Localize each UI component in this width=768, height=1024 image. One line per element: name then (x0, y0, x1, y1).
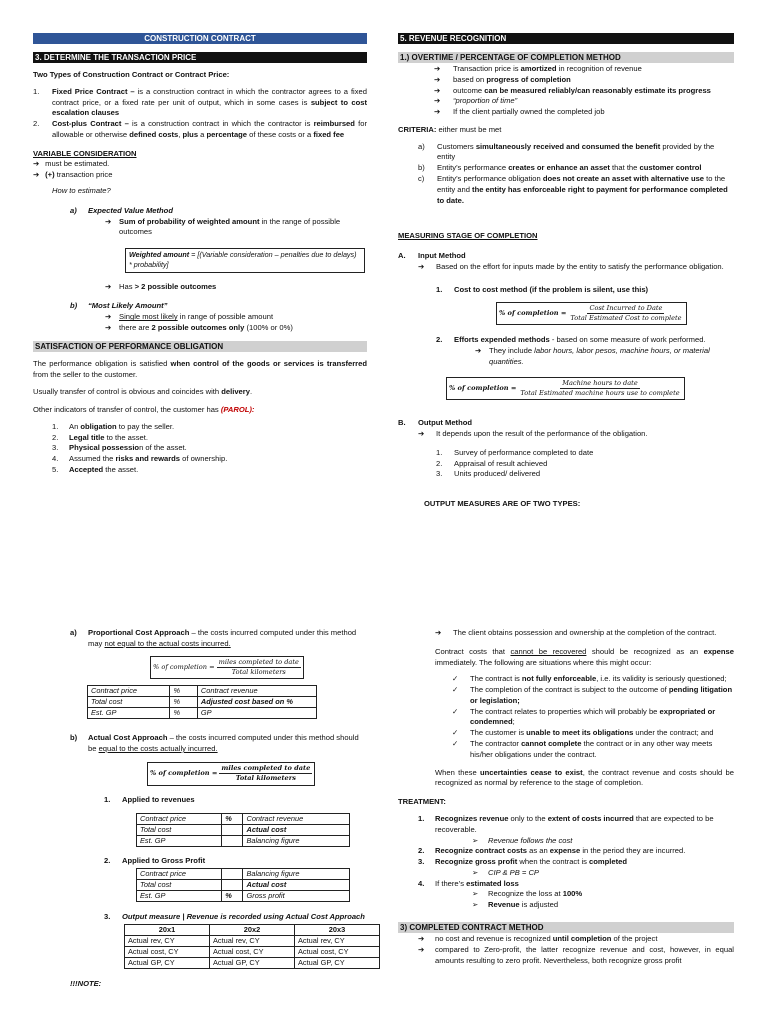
arrowhead-icon: ➢ (472, 835, 479, 845)
list-item: ✓ The customer is unable to meet its obligations under the contract; and (452, 728, 714, 738)
section-3-header: 3. DETERMINE THE TRANSACTION PRICE (33, 52, 367, 63)
document-title: CONSTRUCTION CONTRACT (33, 33, 367, 44)
check-icon: ✓ (452, 728, 459, 738)
formula-actual: % of completion = miles completed to date Total kilometers (147, 762, 367, 786)
overtime-header: 1.) OVERTIME / PERCENTAGE OF COMPLETION METHOD (398, 52, 734, 63)
input-method-heading: A. Input Method (398, 251, 466, 261)
list-item: ➢ Revenue is adjusted (472, 900, 559, 910)
output-list (436, 448, 734, 480)
list-item: ➢ Revenue follows the cost (472, 835, 573, 845)
table-row (137, 825, 350, 836)
table-cell: Contract revenue (197, 686, 316, 697)
weighted-amount-formula: Weighted amount = [(Variable consideration – penalties due to delays) * probability] (125, 248, 365, 272)
table-header-cell: 20x1 (125, 924, 210, 935)
list-item: ➢ Recognize the loss at 100% (472, 889, 583, 899)
list-item: ✓ The completion of the contract is subject to the outcome of pending litigation or legislation; (452, 685, 733, 705)
list-item: ➔ compared to Zero-profit, the latter recognize revenue and cost, however, in equal amounts resulting to zero profit. Nevertheless, both recognize gross profit (418, 944, 734, 965)
list-item: a) Customers simultaneously received and consumed the benefit provided by the entity (418, 141, 715, 162)
criteria-list (398, 142, 734, 207)
list-item: ➔ “proportion of time” (434, 96, 518, 106)
list-item: ➔ It depends upon the result of the performance of the obligation. (418, 429, 648, 439)
arrow-right-icon: ➔ (418, 944, 425, 954)
table-cell (222, 869, 243, 880)
treatment-heading: TREATMENT: (398, 797, 446, 807)
list-item: ➔ based on progress of completion (434, 74, 571, 84)
arrow-right-icon: ➔ (434, 85, 441, 95)
arrow-right-icon: ➔ (105, 281, 112, 291)
table-cell: Contract price (137, 869, 222, 880)
table-cell: Actual GP, CY (125, 957, 210, 968)
list-item: ➔ If the client partially owned the completed job (434, 107, 605, 117)
paragraph: Other indicators of transfer of control, the customer has (PAROL): (33, 405, 255, 415)
paragraph: Usually transfer of control is obvious and coincides with delivery. (33, 387, 253, 397)
table-cell: Adjusted cost based on % (197, 697, 316, 708)
table-row (137, 814, 350, 825)
list-item: 1. Survey of performance completed to date (436, 447, 594, 457)
arrow-right-icon: ➔ (33, 170, 40, 180)
table-cell: % (170, 708, 197, 719)
table-cell: Actual GP, CY (210, 957, 295, 968)
table-cell: Est. GP (137, 891, 222, 902)
list-item: 1. Recognizes revenue only to the extent of costs incurred that are expected to be recoverable. (418, 813, 714, 834)
table-row (137, 836, 350, 847)
list-item: ➢ CIP & PB = CP (472, 867, 539, 877)
arrowhead-icon: ➢ (472, 867, 479, 877)
arrow-right-icon: ➔ (475, 346, 482, 355)
table-cell: Total cost (137, 825, 222, 836)
applied-revenue-table (136, 813, 350, 847)
check-icon: ✓ (452, 685, 459, 695)
table-row (137, 869, 350, 880)
table-row (125, 946, 380, 957)
table-row (137, 880, 350, 891)
list-item: 3. Output measure | Revenue is recorded using Actual Cost Approach (104, 912, 365, 922)
check-icon: ✓ (452, 739, 459, 749)
table-cell: Est. GP (88, 708, 170, 719)
method-heading: a) Expected Value Method (70, 205, 173, 215)
output-method-heading: B. Output Method (398, 418, 472, 428)
table-row (88, 697, 317, 708)
table-header-cell: 20x3 (295, 924, 380, 935)
list-item: b) Entity’s performance creates or enhance an asset that the customer control (418, 163, 702, 173)
formula-proportional: % of completion = miles completed to date Total kilometers (150, 656, 367, 680)
table-cell: Gross profit (243, 891, 350, 902)
table-cell: Total cost (137, 880, 222, 891)
arrow-right-icon: ➔ (418, 261, 425, 271)
table-cell: GP (197, 708, 316, 719)
table-cell: Actual cost, CY (295, 946, 380, 957)
output-types-heading: OUTPUT MEASURES ARE OF TWO TYPES: (424, 499, 581, 509)
applied-gp-table (136, 868, 350, 902)
list-item: ➔ no cost and revenue is recognized until completion of the project (418, 933, 658, 943)
list-item: 3. Recognize gross profit when the contract is completed (418, 857, 628, 867)
table-row (88, 686, 317, 697)
arrow-right-icon: ➔ (434, 74, 441, 84)
satisfaction-header: SATISFACTION OF PERFORMANCE OBLIGATION (33, 341, 367, 352)
list-item: 1. An obligation to pay the seller. (52, 421, 175, 431)
table-header-row (125, 924, 380, 935)
list-item: 1. Cost to cost method (if the problem is silent, use this) (436, 284, 649, 294)
list-item: 2. Appraisal of result achieved (436, 458, 548, 468)
arrow-right-icon: ➔ (434, 96, 441, 106)
list-item: ➔ Single most likely in range of possible amount (105, 312, 274, 322)
overtime-list (398, 64, 734, 118)
list-item: 4. If there’s estimated loss (418, 878, 519, 888)
arrow-right-icon: ➔ (434, 64, 441, 73)
list-item: ➔ Based on the effort for inputs made by the entity to satisfy the performance obligation. (418, 261, 724, 271)
arrow-right-icon: ➔ (105, 312, 112, 322)
table-cell (222, 880, 243, 891)
list-item: 1. Fixed Price Contract – is a construction contract in which the contractor agrees to a fixed contract price, or a fixed rate per unit of output, which in some cases is subject to cost escalation clauses (33, 86, 367, 118)
left-column (33, 33, 367, 988)
table-cell: Actual rev, CY (125, 935, 210, 946)
criteria: CRITERIA: either must be met (398, 124, 502, 134)
table-cell: Est. GP (137, 836, 222, 847)
section-5-header: 5. REVENUE RECOGNITION (398, 33, 734, 44)
list-item: ✓ The contractor cannot complete the contract or in any other way meets his/her obligations under the contract. (452, 739, 713, 759)
note-label: !!!NOTE: (70, 978, 102, 988)
list-item: ➔ outcome can be measured reliably/can reasonably estimate its progress (434, 85, 711, 95)
arrowhead-icon: ➢ (472, 900, 479, 910)
list-item: 2. Legal title to the asset. (52, 432, 148, 442)
table-cell: Contract price (137, 814, 222, 825)
list-item: 3. Physical possession of the asset. (52, 443, 187, 453)
list-item: 2. Recognize contract costs as an expense in the period they are incurred. (418, 846, 686, 856)
list-item: ➔ They include labor hours, labor pesos, machine hours, or material quantities. (475, 346, 710, 366)
list-item: ➔ (+) transaction price (33, 170, 113, 180)
table-row (88, 708, 317, 719)
arrow-right-icon: ➔ (418, 933, 425, 943)
list-item: a) Proportional Cost Approach – the costs incurred computed under this method may not equal to the actual costs incurred. (70, 628, 357, 648)
table-cell: % (222, 891, 243, 902)
table-cell: Actual cost (243, 825, 350, 836)
check-list (452, 674, 734, 760)
arrowhead-icon: ➢ (472, 889, 479, 899)
table-cell (222, 836, 243, 847)
table-cell: Total cost (88, 697, 170, 708)
list-item: ➔ Transaction price is amortized in recognition of revenue (434, 64, 642, 73)
arrow-right-icon: ➔ (435, 628, 442, 637)
list-item: 5. Accepted the asset. (52, 464, 139, 474)
list-item: ✓ The contract is not fully enforceable, i.e. its validity is seriously questioned; (452, 674, 727, 684)
table-cell: % (170, 686, 197, 697)
list-item: 2. Efforts expended methods - based on some measure of work performed. (436, 335, 706, 345)
check-icon: ✓ (452, 706, 459, 716)
arrow-right-icon: ➔ (418, 429, 425, 439)
variable-consideration-heading: VARIABLE CONSIDERATION (33, 148, 137, 158)
parol-list (33, 422, 367, 476)
right-column (398, 33, 734, 965)
list-item: ➔ Has > 2 possible outcomes (105, 281, 217, 291)
completed-contract-header: 3) COMPLETED CONTRACT METHOD (398, 922, 734, 933)
table-cell: % (222, 814, 243, 825)
formula-machine-hours: % of completion = Machine hours to date Total Estimated machine hours use to complete (446, 377, 734, 401)
list-item: b) Actual Cost Approach – the costs incurred computed under this method should be equal to the costs actually incurred. (70, 733, 359, 754)
table-cell (222, 825, 243, 836)
paragraph: Contract costs that cannot be recovered should be recognized as an expense immediately. The following are situations where this might occur: (435, 646, 734, 667)
paragraph: The performance obligation is satisfied when control of the goods or services is transferred from the seller to the customer. (33, 358, 367, 379)
table-row (125, 957, 380, 968)
arrow-right-icon: ➔ (105, 322, 112, 332)
method-heading: b) “Most Likely Amount” (70, 301, 168, 311)
table-cell: Contract revenue (243, 814, 350, 825)
right-lower (398, 628, 734, 966)
table-cell: Contract price (88, 686, 170, 697)
formula-cost-to-cost: % of completion = Cost Incurred to Date Total Estimated Cost to complete (496, 302, 734, 326)
table-row (137, 891, 350, 902)
check-icon: ✓ (452, 674, 459, 684)
list-item: ➔ must be estimated. (33, 159, 110, 169)
measuring-stage-heading: MEASURING STAGE OF COMPLETION (398, 231, 538, 241)
contract-types-heading: Two Types of Construction Contract or Contract Price: (33, 70, 230, 79)
table-cell: Actual cost, CY (125, 946, 210, 957)
table-cell: Balancing figure (243, 869, 350, 880)
table-cell: Actual GP, CY (295, 957, 380, 968)
table-row (125, 935, 380, 946)
list-item: ➔ The client obtains possession and ownership at the completion of the contract. (435, 628, 717, 637)
list-item: 2. Applied to Gross Profit (104, 856, 206, 866)
list-item: 4. Assumed the risks and rewards of ownership. (52, 454, 228, 464)
table-header-cell: 20x2 (210, 924, 295, 935)
list-item: 1. Applied to revenues (104, 794, 195, 804)
paragraph: When these uncertainties cease to exist, the contract revenue and costs should be recognized as normal by reference to the stage of completion. (435, 767, 734, 788)
list-item: ➔ Sum of probability of weighted amount in the range of possible outcomes (105, 216, 341, 237)
table-cell: Balancing figure (243, 836, 350, 847)
list-item: 2. Cost-plus Contract – is a construction contract in which the contractor is reimbursed for allowable or otherwise defined costs, plus a percentage of these costs or a fixed fee (33, 119, 367, 139)
arrow-right-icon: ➔ (33, 159, 40, 169)
list-item: ➔ there are 2 possible outcomes only (100% or 0%) (105, 322, 293, 332)
list-item: c) Entity’s performance obligation does not create an asset with alternative use to the entity and the entity has enforceable right to payment for performance completed to date. (418, 174, 728, 205)
left-lower (33, 628, 367, 990)
table-cell: Actual cost, CY (210, 946, 295, 957)
table-cell: Actual cost (243, 880, 350, 891)
table-cell: Actual rev, CY (210, 935, 295, 946)
how-to-estimate: How to estimate? (52, 186, 111, 196)
arrow-right-icon: ➔ (434, 107, 441, 117)
proportional-table (87, 685, 317, 719)
list-item: ✓ The contract relates to properties which will probably be expropriated or condemned; (452, 706, 716, 727)
table-cell: % (170, 697, 197, 708)
list-item: 3. Units produced/ delivered (436, 469, 541, 479)
table-cell: Actual rev, CY (295, 935, 380, 946)
arrow-right-icon: ➔ (105, 216, 112, 226)
output-measure-table (124, 924, 380, 969)
